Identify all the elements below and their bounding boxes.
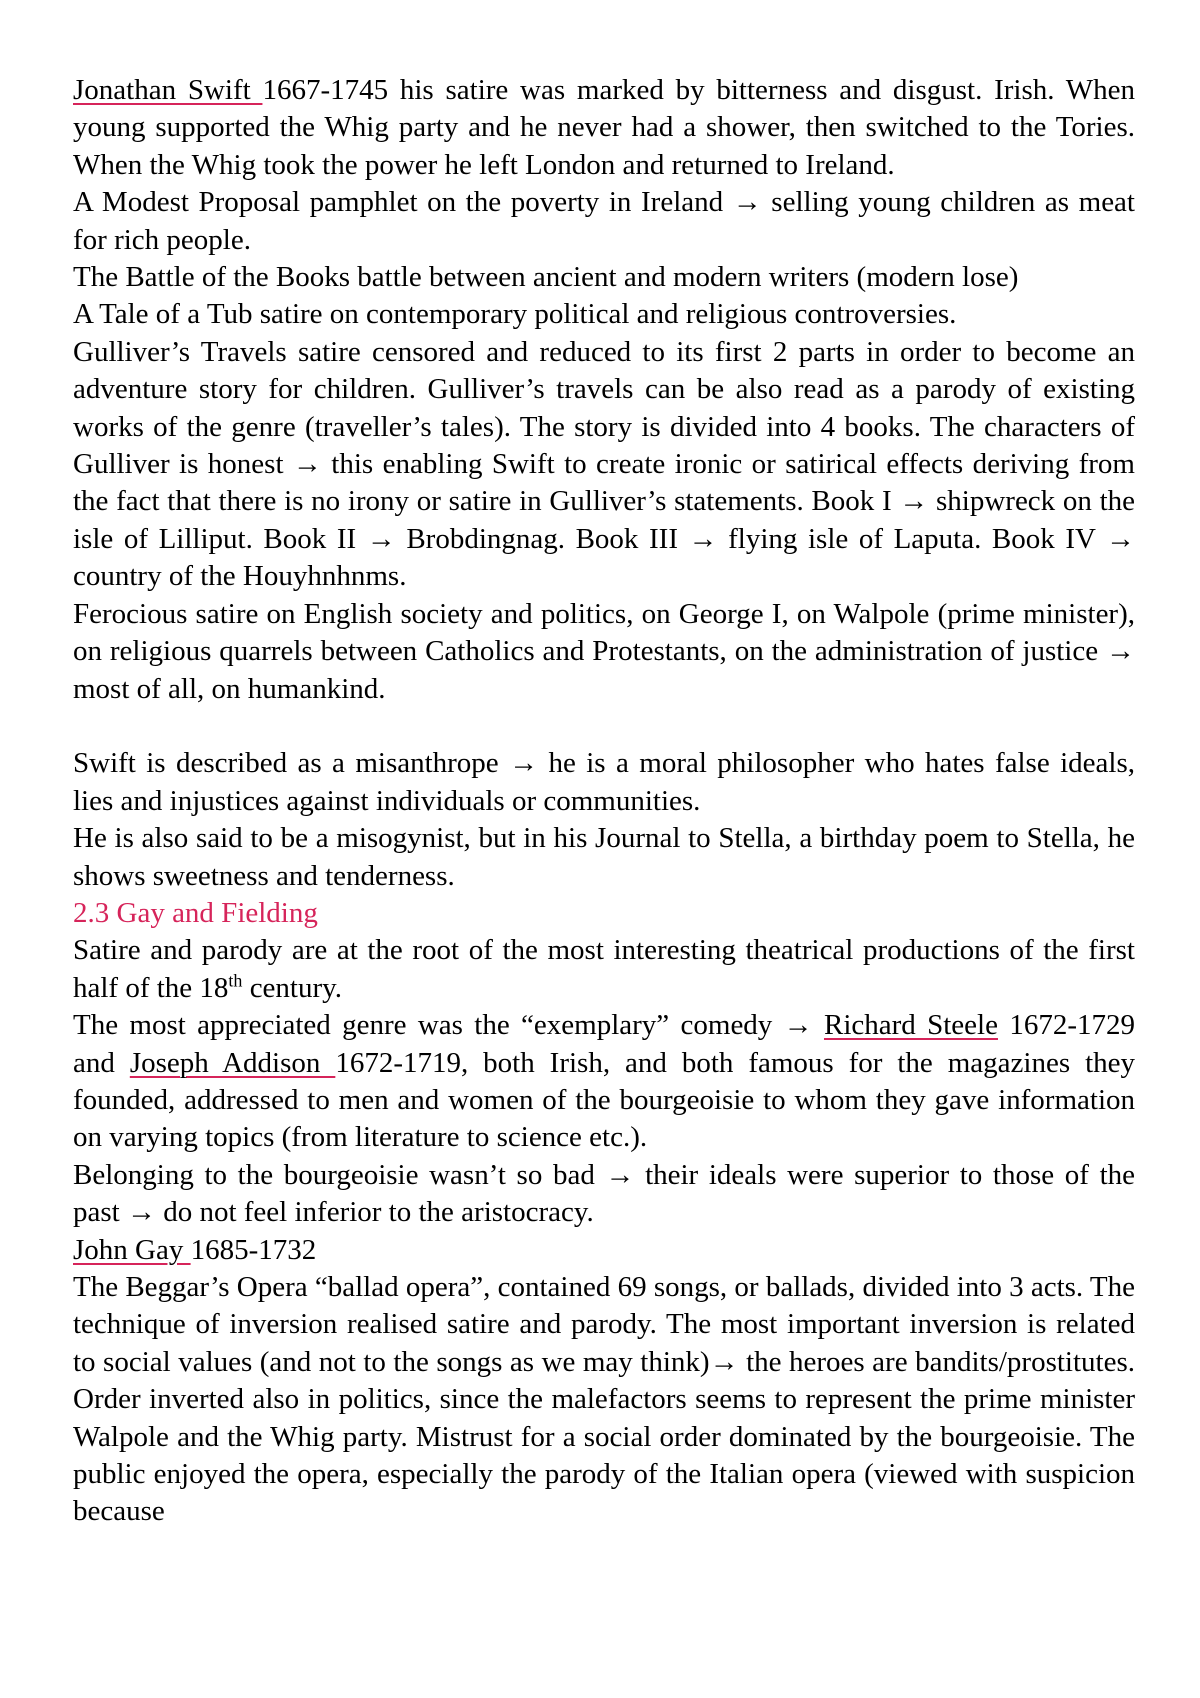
- satire-text-b: century.: [242, 971, 343, 1004]
- ordinal-suffix: th: [228, 970, 243, 991]
- battle-of-books-paragraph: The Battle of the Books battle between ancient and modern writers (modern lose): [73, 261, 1019, 294]
- author-name-steele: Richard Steele: [823, 1009, 998, 1042]
- satire-parody-paragraph: [73, 932, 1135, 1007]
- gay-dates: 1685-1732: [190, 1233, 317, 1266]
- exemplary-text-c: 1672-1719, both Irish, and both famous for the magazines they founded, addressed to men and women of the bourgeoisie to whom they gave information on varying topics (from literature to science etc.).: [73, 1046, 1135, 1154]
- gullivers-travels-paragraph: Gulliver’s Travels satire censored and reduced to its first 2 parts in order to become an adventure story for children. Gulliver’s travels can be also read as a parody of existing works of the genre (traveller’s tales). The story is divided into 4 books. The characters of Gulliver is honest → this enabling Swift to create ironic or satirical effects deriving from the fact that there is no irony or satire in Gulliver’s statements. Book I → shipwreck on the isle of Lilliput. Book II → Brobdingnag. Book III → flying isle of Laputa. Book IV → country of the Houyhnhnms.: [73, 335, 1135, 593]
- exemplary-text-b: 1672-1729 and: [73, 1009, 1135, 1079]
- section-heading: 2.3 Gay and Fielding: [73, 896, 318, 929]
- ferocious-satire-paragraph: Ferocious satire on English society and politics, on George I, on Walpole (prime minister), on religious quarrels between Catholics and Protestants, on the administration of justice → most of all, on humankind.: [73, 597, 1135, 705]
- misogynist-paragraph: He is also said to be a misogynist, but in his Journal to Stella, a birthday poem to Stella, he shows sweetness and tenderness.: [73, 822, 1135, 892]
- author-name-swift: Jonathan Swift: [73, 74, 263, 106]
- author-name-gay: John Gay: [73, 1233, 191, 1266]
- exemplary-comedy-paragraph: [73, 1007, 1135, 1157]
- document-page: [73, 72, 1135, 1531]
- bourgeoisie-paragraph: Belonging to the bourgeoisie wasn’t so bad → their ideals were superior to those of the past → do not feel inferior to the aristocracy.: [73, 1158, 1135, 1229]
- author-name-addison: Joseph Addison: [129, 1046, 336, 1079]
- satire-text-a: Satire and parody are at the root of the most interesting theatrical productions of the first half of the 18: [73, 934, 1135, 1004]
- swift-intro-text: 1667-1745 his satire was marked by bitterness and disgust. Irish. When young supported the Whig party and he never had a shower, then switched to the Tories. When the Whig took the power he left London and returned to Ireland.: [73, 74, 1135, 181]
- tale-of-tub-paragraph: A Tale of a Tub satire on contemporary political and religious controversies.: [73, 298, 957, 331]
- john-gay-line: [73, 1232, 1135, 1269]
- modest-proposal-paragraph: A Modest Proposal pamphlet on the poverty in Ireland → selling young children as meat for rich people.: [73, 186, 1135, 256]
- exemplary-text-a: The most appreciated genre was the “exemplary” comedy →: [73, 1009, 824, 1042]
- misanthrope-paragraph: Swift is described as a misanthrope → he is a moral philosopher who hates false ideals, lies and injustices against individuals or communities.: [73, 747, 1135, 817]
- beggars-opera-paragraph: The Beggar’s Opera “ballad opera”, contained 69 songs, or ballads, divided into 3 acts. The technique of inversion realised satire and parody. The most important inversion is related to social values (and not to the songs as we may think)→ the heroes are bandits/prostitutes. Order inverted also in politics, since the malefactors seems to represent the prime minister Walpole and the Whig party. Mistrust for a social order dominated by the bourgeoisie. The public enjoyed the opera, especially the parody of the Italian opera (viewed with suspicion because: [73, 1270, 1135, 1528]
- swift-intro-paragraph: [73, 72, 1135, 184]
- paragraph-spacer: [73, 708, 1135, 745]
